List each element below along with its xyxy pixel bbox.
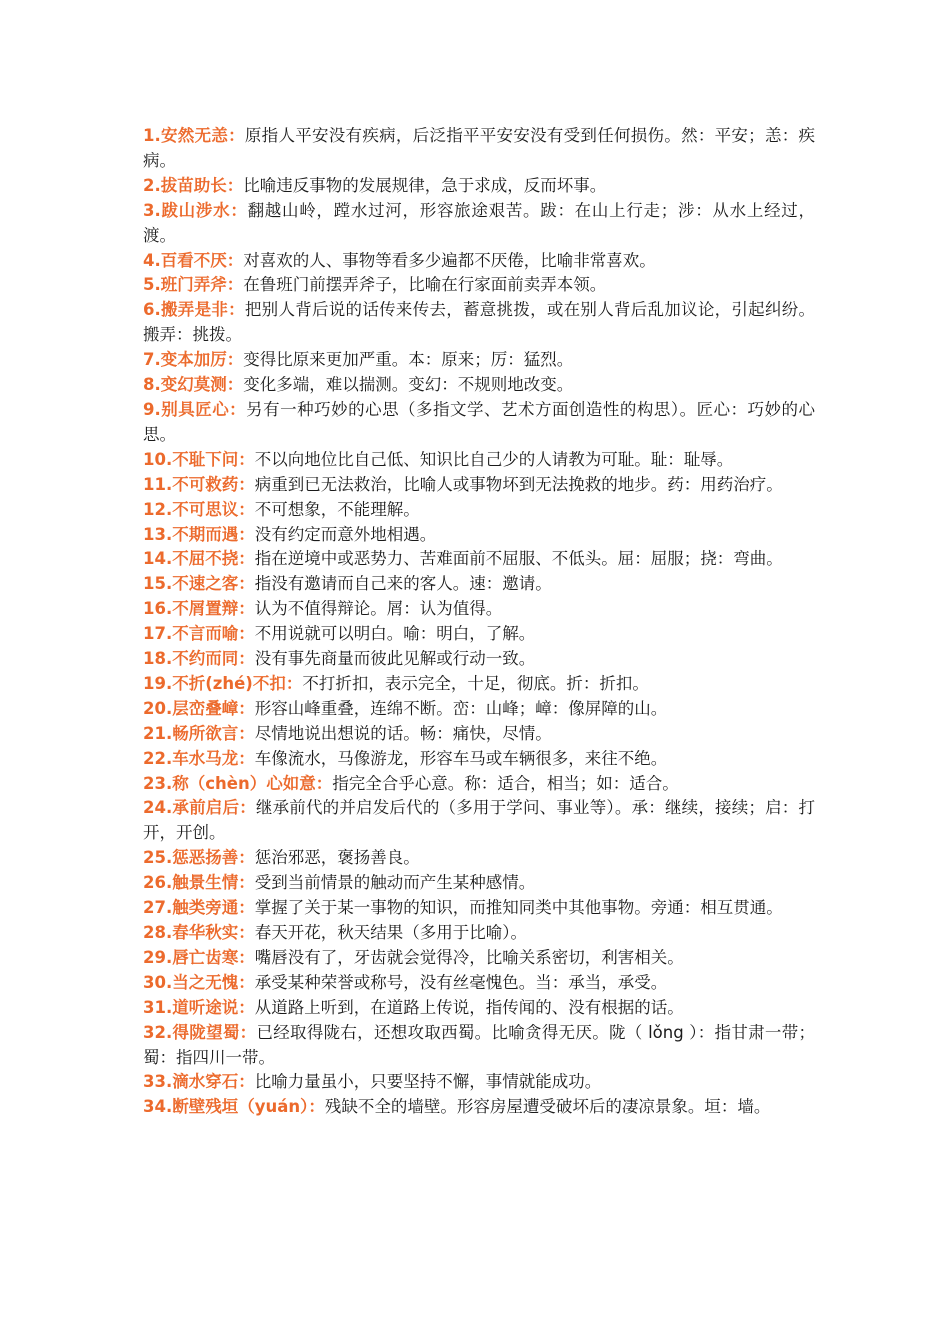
idiom-entry-23 xyxy=(143,772,815,797)
idiom-entry-32 xyxy=(143,1021,815,1071)
idiom-entry-20 xyxy=(143,697,815,722)
idiom-term: 24.承前启后： xyxy=(143,798,256,818)
idiom-definition: 变化多端，难以揣测。变幻：不规则地改变。 xyxy=(243,375,574,395)
idiom-term: 15.不速之客： xyxy=(143,574,255,594)
idiom-entry-31 xyxy=(143,996,815,1021)
idiom-definition: 掌握了关于某一事物的知识，而推知同类中其他事物。旁通：相互贯通。 xyxy=(254,898,783,918)
idiom-entry-12 xyxy=(143,498,815,523)
idiom-term: 3.跋山涉水： xyxy=(143,200,248,220)
idiom-definition: 对喜欢的人、事物等看多少遍都不厌倦，比喻非常喜欢。 xyxy=(243,250,656,270)
idiom-term: 9.别具匠心： xyxy=(143,399,247,419)
idiom-entry-28 xyxy=(143,921,815,946)
idiom-definition: 残缺不全的墙壁。形容房屋遭受破坏后的凄凉景象。垣：墙。 xyxy=(324,1097,771,1117)
idiom-definition: 指没有邀请而自己来的客人。速：邀请。 xyxy=(254,574,552,594)
idiom-entry-24 xyxy=(143,796,815,846)
idiom-term: 17.不言而喻： xyxy=(143,624,255,644)
idiom-entry-6 xyxy=(143,298,815,348)
idiom-entry-10 xyxy=(143,448,815,473)
idiom-term: 6.搬弄是非： xyxy=(143,300,245,320)
idiom-definition: 在鲁班门前摆弄斧子，比喻在行家面前卖弄本领。 xyxy=(243,275,607,295)
idiom-definition: 惩治邪恶，褒扬善良。 xyxy=(254,848,420,868)
idiom-entry-19 xyxy=(143,672,815,697)
idiom-entry-16 xyxy=(143,597,815,622)
idiom-term: 21.畅所欲言： xyxy=(143,723,255,743)
idiom-definition: 比喻违反事物的发展规律，急于求成，反而坏事。 xyxy=(243,175,607,195)
idiom-term: 4.百看不厌： xyxy=(143,250,244,270)
idiom-term: 33.滴水穿石： xyxy=(143,1072,255,1092)
idiom-term: 34.断壁残垣（yuán）： xyxy=(143,1097,325,1117)
idiom-entry-2 xyxy=(143,174,815,199)
idiom-definition: 车像流水，马像游龙，形容车马或车辆很多，来往不绝。 xyxy=(254,748,668,768)
idiom-entry-14 xyxy=(143,547,815,572)
idiom-list xyxy=(143,124,815,1120)
idiom-term: 20.层峦叠嶂： xyxy=(143,698,255,718)
idiom-entry-25 xyxy=(143,846,815,871)
idiom-entry-4 xyxy=(143,249,815,274)
idiom-term: 8.变幻莫测： xyxy=(143,375,244,395)
idiom-entry-13 xyxy=(143,523,815,548)
idiom-definition: 没有事先商量而彼此见解或行动一致。 xyxy=(254,649,536,669)
idiom-term: 32.得陇望蜀： xyxy=(143,1022,257,1042)
idiom-definition: 指在逆境中或恶势力、苦难面前不屈服、不低头。屈：屈服；挠：弯曲。 xyxy=(254,549,783,569)
idiom-definition: 承受某种荣誉或称号，没有丝毫愧色。当：承当，承受。 xyxy=(254,972,668,992)
idiom-entry-7 xyxy=(143,348,815,373)
idiom-definition: 把别人背后说的话传来传去，蓄意挑拨，或在别人背后乱加议论，引起纠纷。搬弄：挑拨。 xyxy=(143,300,816,345)
idiom-entry-15 xyxy=(143,572,815,597)
idiom-entry-21 xyxy=(143,722,815,747)
idiom-entry-1 xyxy=(143,124,815,174)
idiom-definition: 尽情地说出想说的话。畅：痛快，尽情。 xyxy=(254,723,552,743)
idiom-entry-11 xyxy=(143,473,815,498)
idiom-entry-26 xyxy=(143,871,815,896)
idiom-term: 11.不可救药： xyxy=(143,474,255,494)
idiom-definition: 变得比原来更加严重。本：原来；厉：猛烈。 xyxy=(243,350,574,370)
idiom-term: 30.当之无愧： xyxy=(143,972,255,992)
idiom-term: 2.拔苗助长： xyxy=(143,175,244,195)
idiom-definition: 不用说就可以明白。喻：明白，了解。 xyxy=(254,624,536,644)
idiom-definition: 从道路上听到，在道路上传说，指传闻的、没有根据的话。 xyxy=(254,997,684,1017)
idiom-definition: 春天开花，秋天结果（多用于比喻）。 xyxy=(254,923,527,942)
idiom-definition: 比喻力量虽小，只要坚持不懈，事情就能成功。 xyxy=(254,1072,602,1092)
idiom-entry-18 xyxy=(143,647,815,672)
idiom-definition: 不打折扣，表示完全，十足，彻底。折：折扣。 xyxy=(302,673,649,693)
idiom-term: 18.不约而同： xyxy=(143,649,255,669)
idiom-term: 10.不耻下问： xyxy=(143,449,255,469)
idiom-definition: 没有约定而意外地相遇。 xyxy=(254,524,437,544)
idiom-definition: 翻越山岭，蹚水过河，形容旅途艰苦。跋：在山上行走；涉：从水上经过，渡。 xyxy=(143,200,816,245)
idiom-term: 16.不屑置辩： xyxy=(143,599,255,619)
idiom-term: 14.不屈不挠： xyxy=(143,549,255,569)
idiom-definition: 已经取得陇右，还想攻取西蜀。比喻贪得无厌。陇（ lǒng ）：指甘肃一带；蜀：指四川一带。 xyxy=(143,1022,815,1067)
idiom-definition: 嘴唇没有了，牙齿就会觉得冷，比喻关系密切，利害相关。 xyxy=(254,947,684,967)
idiom-term: 7.变本加厉： xyxy=(143,350,244,370)
idiom-entry-22 xyxy=(143,747,815,772)
idiom-definition: 病重到已无法救治，比喻人或事物坏到无法挽救的地步。药：用药治疗。 xyxy=(254,474,783,494)
idiom-term: 1.安然无恙： xyxy=(143,126,245,145)
idiom-entry-27 xyxy=(143,896,815,921)
idiom-entry-30 xyxy=(143,971,815,996)
idiom-definition: 指完全合乎心意。称：适合，相当；如：适合。 xyxy=(332,773,679,793)
idiom-term: 22.车水马龙： xyxy=(143,748,255,768)
idiom-definition: 不可想象，不能理解。 xyxy=(254,499,420,519)
idiom-definition: 受到当前情景的触动而产生某种感情。 xyxy=(254,873,536,893)
idiom-term: 23.称（chèn）心如意： xyxy=(143,773,333,793)
idiom-term: 5.班门弄斧： xyxy=(143,275,244,295)
idiom-term: 19.不折(zhé)不扣： xyxy=(143,673,303,693)
idiom-term: 12.不可思议： xyxy=(143,499,255,519)
idiom-entry-34 xyxy=(143,1095,815,1120)
idiom-term: 29.唇亡齿寒： xyxy=(143,947,255,967)
idiom-definition: 另有一种巧妙的心思（多指文学、艺术方面创造性的构思）。匠心：巧妙的心思。 xyxy=(143,399,815,444)
idiom-entry-17 xyxy=(143,622,815,647)
idiom-definition: 认为不值得辩论。屑：认为值得。 xyxy=(254,599,503,619)
idiom-definition: 原指人平安没有疾病，后泛指平平安安没有受到任何损伤。然：平安；恙：疾病。 xyxy=(143,126,816,170)
idiom-term: 13.不期而遇： xyxy=(143,524,255,544)
idiom-entry-8 xyxy=(143,373,815,398)
idiom-term: 28.春华秋实： xyxy=(143,923,255,942)
idiom-term: 31.道听途说： xyxy=(143,997,255,1017)
idiom-definition: 继承前代的并启发后代的（多用于学问、事业等）。承：继续，接续；启：打开，开创。 xyxy=(143,798,815,843)
idiom-entry-33 xyxy=(143,1070,815,1095)
idiom-term: 26.触景生情： xyxy=(143,873,255,893)
idiom-entry-3 xyxy=(143,199,815,249)
idiom-definition: 不以向地位比自己低、知识比自己少的人请教为可耻。耻：耻辱。 xyxy=(254,449,734,469)
idiom-term: 25.惩恶扬善： xyxy=(143,848,255,868)
idiom-entry-9 xyxy=(143,398,815,448)
idiom-definition: 形容山峰重叠，连绵不断。峦：山峰；嶂：像屏障的山。 xyxy=(254,698,668,718)
idiom-entry-29 xyxy=(143,946,815,971)
idiom-term: 27.触类旁通： xyxy=(143,898,255,918)
idiom-entry-5 xyxy=(143,273,815,298)
